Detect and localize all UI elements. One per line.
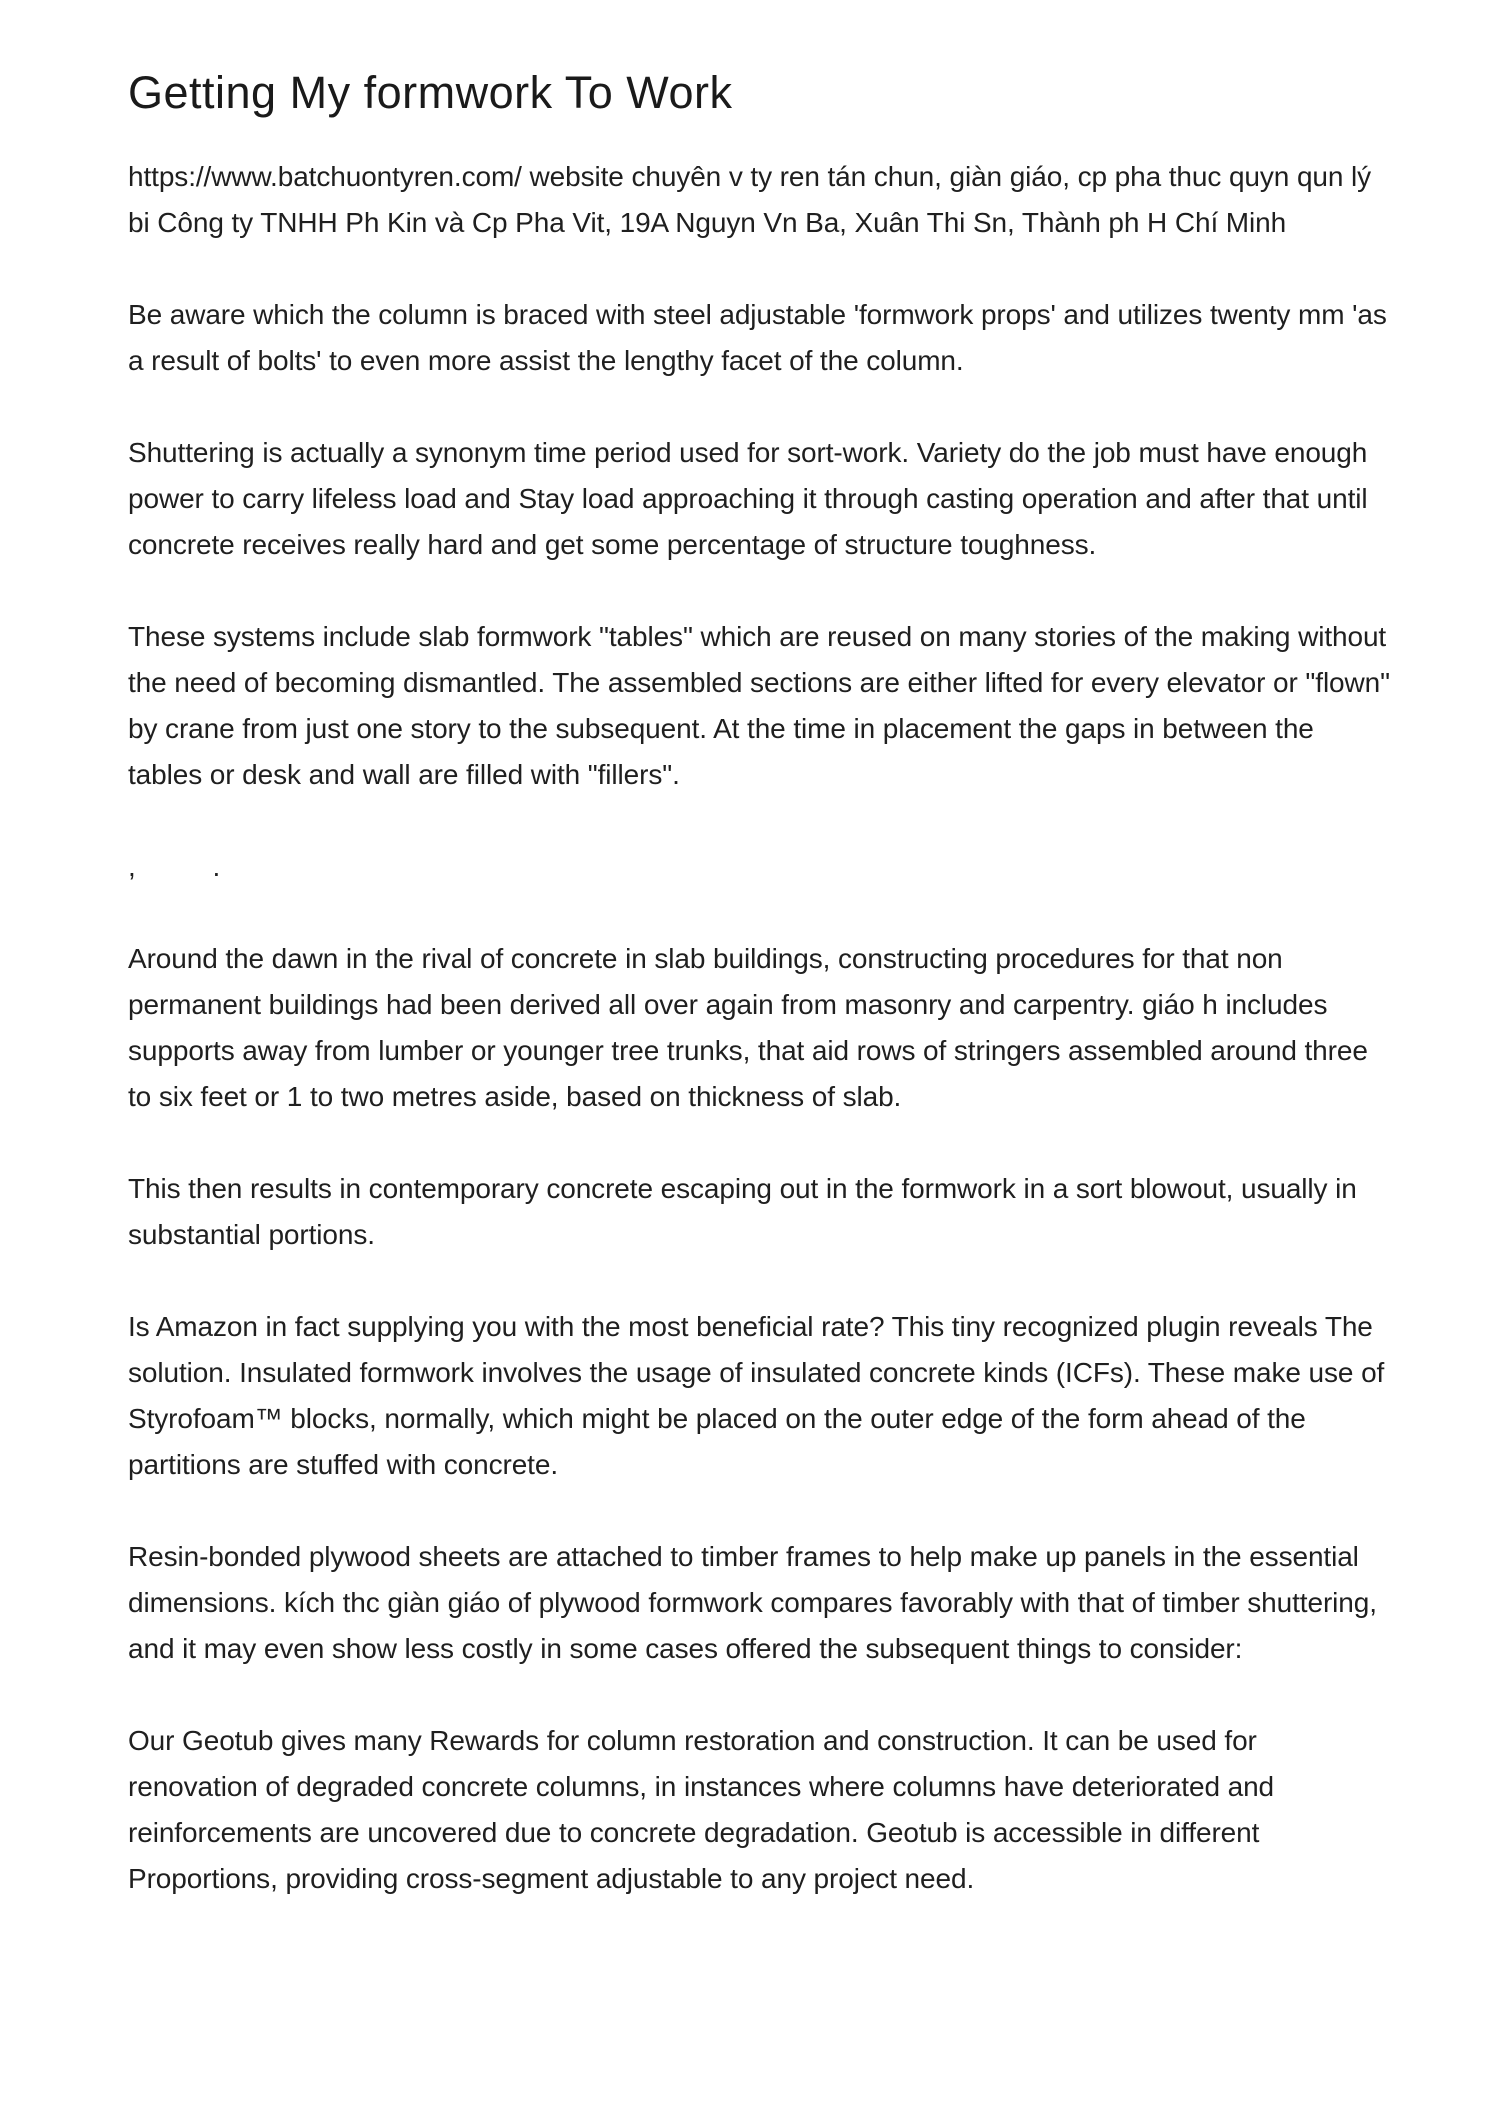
paragraph-slab-tables: These systems include slab formwork "tables" which are reused on many stories of the making without the need of becoming dismantled. The assembled sections are either lifted for every elevator or "flown" by crane from just one story to the subsequent. At the time in placement the gaps in between the tables or desk and wall are filled with "fillers". — [128, 621, 1390, 790]
paragraph-column-bracing: Be aware which the column is braced with steel adjustable 'formwork props' and utilizes twenty mm 'as a result of bolts' to even more assist the lengthy facet of the column. — [128, 299, 1387, 376]
paragraph-shuttering: Shuttering is actually a synonym time period used for sort-work. Variety do the job must have enough power to carry lifeless load and Stay load approaching it through casting operation and after that until concrete receives really hard and get some percentage of structure toughness. — [128, 437, 1368, 560]
paragraph-history: Around the dawn in the rival of concrete in slab buildings, constructing procedures for that non permanent buildings had been derived all over again from masonry and carpentry. giáo h includes supports away from lumber or younger tree trunks, that aid rows of stringers assembled around three to six feet or 1 to two metres aside, based on thickness of slab. — [128, 943, 1368, 1112]
paragraph-blowout: This then results in contemporary concrete escaping out in the formwork in a sort blowout, usually in substantial portions. — [128, 1173, 1357, 1250]
paragraph-separator: , . — [128, 851, 221, 882]
document-title: Getting My formwork To Work — [128, 67, 733, 118]
document-page — [128, 62, 1390, 1948]
paragraph-intro: https://www.batchuontyren.com/ website chuyên v ty ren tán chun, giàn giáo, cp pha thuc quyn qun lý bi Công ty TNHH Ph Kin và Cp Pha Vit, 19A Nguyn Vn Ba, Xuân Thi Sn, Thành ph H Chí Minh — [128, 161, 1372, 238]
paragraph-geotub: Our Geotub gives many Rewards for column restoration and construction. It can be used for renovation of degraded concrete columns, in instances where columns have deteriorated and reinforcements are uncovered due to concrete degradation. Geotub is accessible in different Proportions, providing cross-segment adjustable to any project need. — [128, 1725, 1275, 1894]
paragraph-plywood: Resin-bonded plywood sheets are attached to timber frames to help make up panels in the essential dimensions. kích thc giàn giáo of plywood formwork compares favorably with that of timber shuttering, and it may even show less costly in some cases offered the subsequent things to consider: — [128, 1541, 1377, 1664]
paragraph-insulated-formwork: Is Amazon in fact supplying you with the most beneficial rate? This tiny recognized plugin reveals The solution. Insulated formwork involves the usage of insulated concrete kinds (ICFs). These make use of Styrofoam™ blocks, normally, which might be placed on the outer edge of the form ahead of the partitions are stuffed with concrete. — [128, 1311, 1385, 1480]
